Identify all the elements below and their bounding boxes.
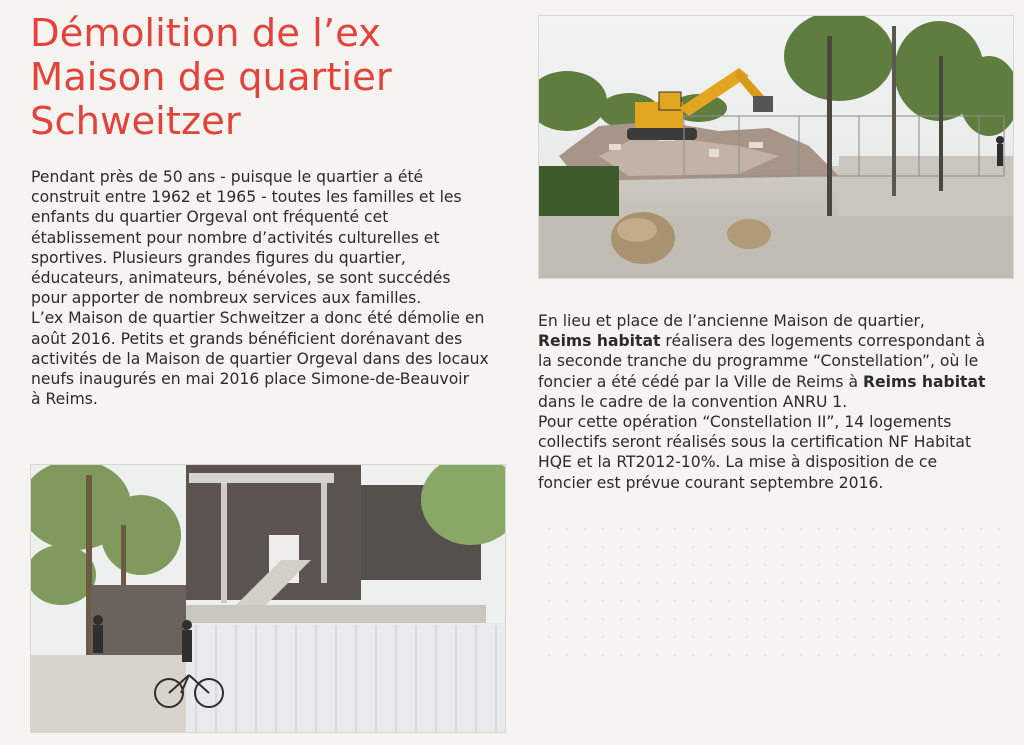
intro-line: sportives. Plusieurs grandes figures du quartier, [31,248,406,267]
intro-line: établissement pour nombre d’activités culturelles et [31,228,440,247]
right-line-text: réalisera des logements correspondant à [660,332,986,351]
intro-paragraph [31,167,501,409]
right-line [538,331,1008,351]
new-building-rendering [30,464,506,733]
article-title [30,12,500,144]
new-building-illustration [31,465,505,732]
intro-line: août 2016. Petits et grands bénéficient dorénavant des [31,329,463,348]
reims-habitat-emphasis: Reims habitat [863,372,986,391]
intro-line: enfants du quartier Orgeval ont fréquenté cet [31,208,389,227]
right-line-text: foncier a été cédé par la Ville de Reims à [538,372,864,391]
title-line-1: Démolition de l’ex [30,11,381,56]
right-line: Pour cette opération “Constellation II”, 14 logements [538,413,952,432]
right-line: la seconde tranche du programme “Constellation”, où le [538,352,979,371]
reims-habitat-emphasis: Reims habitat [538,332,661,351]
intro-line: Pendant près de 50 ans - puisque le quartier a été [31,168,424,186]
decorative-dot-pattern [540,520,1010,660]
right-line [538,372,1008,392]
intro-line: construit entre 1962 et 1965 - toutes les familles et les [31,188,462,207]
title-line-2: Maison de quartier [30,55,392,100]
title-line-3: Schweitzer [30,99,241,144]
intro-line: activités de la Maison de quartier Orgeval dans des locaux [31,349,489,368]
right-paragraph [538,311,1008,493]
intro-line: éducateurs, animateurs, bénévoles, se sont succédés [31,269,451,288]
right-line: collectifs seront réalisés sous la certification NF Habitat [538,433,972,452]
intro-line: neufs inaugurés en mai 2016 place Simone-de-Beauvoir [31,370,470,389]
intro-line: pour apporter de nombreux services aux familles. [31,289,422,308]
right-line: dans le cadre de la convention ANRU 1. [538,392,848,411]
demolition-photo-illustration [539,16,1013,278]
intro-line: L’ex Maison de quartier Schweitzer a donc été démolie en [31,309,485,328]
intro-line: à Reims. [31,390,98,409]
demolition-photo [538,15,1014,279]
right-line: En lieu et place de l’ancienne Maison de quartier, [538,312,925,330]
right-line: HQE et la RT2012-10%. La mise à disposition de ce [538,453,938,472]
right-line: foncier est prévue courant septembre 2016. [538,473,884,492]
